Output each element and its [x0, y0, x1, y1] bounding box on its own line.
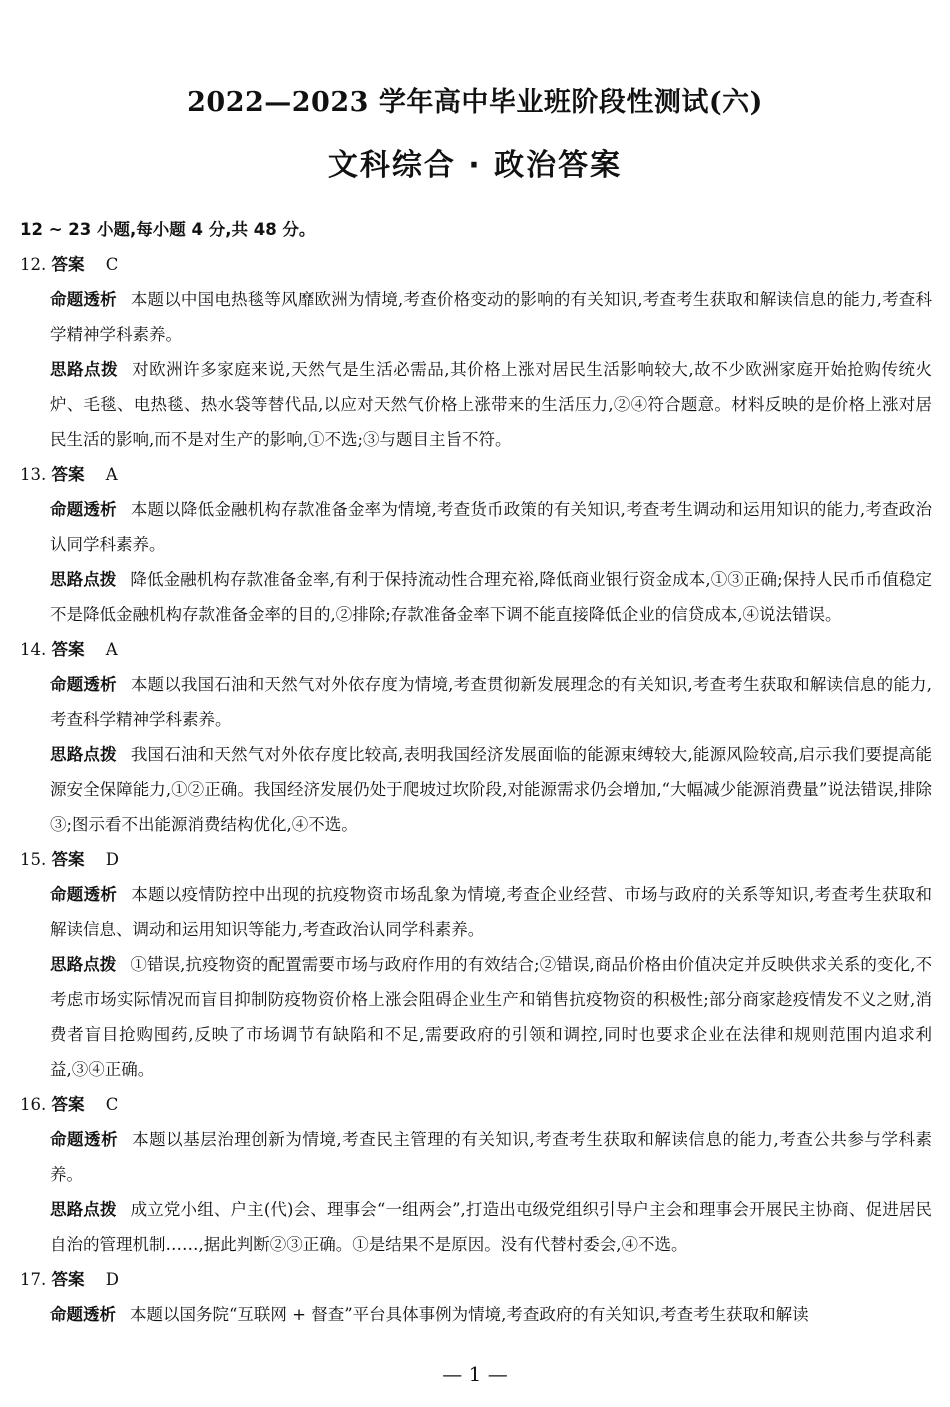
- thinking-text: 我国石油和天然气对外依存度比较高,表明我国经济发展面临的能源束缚较大,能源风险较高,启示我们要提高能源安全保障能力,①②正确。我国经济发展仍处于爬坡过坎阶段,对能源需求仍会增加,“大幅减少能源消费量”说法错误,排除③;图示看不出能源消费结构优化,④不选。: [50, 745, 932, 834]
- analysis-label: 命题透析: [50, 885, 118, 904]
- question-15: [20, 842, 932, 1087]
- question-14: [20, 632, 932, 842]
- answer-label: 答案: [51, 1270, 85, 1289]
- analysis-text: 本题以国务院“互联网 + 督查”平台具体事例为情境,考查政府的有关知识,考查考生获取和解读: [130, 1305, 809, 1324]
- analysis-paragraph: [20, 1297, 932, 1332]
- question-number: 16.: [20, 1095, 47, 1114]
- analysis-label: 命题透析: [50, 1305, 116, 1324]
- thinking-text: 降低金融机构存款准备金率,有利于保持流动性合理充裕,降低商业银行资金成本,①③正确;保持人民币币值稳定不是降低金融机构存款准备金率的目的,②排除;存款准备金率下调不能直接降低企业的信贷成本,④说法错误。: [50, 570, 933, 624]
- answer-content: [20, 212, 932, 1332]
- answer-choice: A: [105, 465, 118, 484]
- analysis-paragraph: [20, 1122, 932, 1192]
- answer-label: 答案: [51, 640, 85, 659]
- analysis-paragraph: [20, 282, 932, 352]
- question-header: [20, 247, 932, 282]
- exam-title: 2022—2023 学年高中毕业班阶段性测试(六): [187, 87, 763, 118]
- analysis-text: 本题以疫情防控中出现的抗疫物资市场乱象为情境,考查企业经营、市场与政府的关系等知识,考查考生获取和解读信息、调动和运用知识等能力,考查政治认同学科素养。: [50, 885, 932, 939]
- thinking-paragraph: [20, 562, 932, 632]
- analysis-text: 本题以中国电热毯等风靡欧洲为情境,考查价格变动的影响的有关知识,考查考生获取和解读信息的能力,考查科学精神学科素养。: [50, 290, 932, 344]
- question-header: [20, 1262, 932, 1297]
- question-header: [20, 1087, 932, 1122]
- thinking-text: 成立党小组、户主(代)会、理事会“一组两会”,打造出屯级党组织引导户主会和理事会开展民主协商、促进居民自治的管理机制……,据此判断②③正确。①是结果不是原因。没有代替村委会,④不选。: [50, 1200, 932, 1254]
- question-number: 14.: [20, 640, 47, 659]
- answer-choice: C: [105, 255, 119, 274]
- thinking-paragraph: [20, 947, 932, 1087]
- analysis-paragraph: [20, 877, 932, 947]
- question-header: [20, 842, 932, 877]
- thinking-label: 思路点拨: [50, 955, 117, 974]
- question-16: [20, 1087, 932, 1262]
- thinking-paragraph: [20, 1192, 932, 1262]
- analysis-label: 命题透析: [50, 675, 117, 694]
- question-17: [20, 1262, 932, 1332]
- question-number: 12.: [20, 255, 47, 274]
- answer-label: 答案: [51, 1095, 85, 1114]
- answer-choice: A: [105, 640, 118, 659]
- answer-choice: D: [105, 1270, 119, 1289]
- analysis-text: 本题以降低金融机构存款准备金率为情境,考查货币政策的有关知识,考查考生调动和运用知识的能力,考查政治认同学科素养。: [50, 500, 932, 554]
- analysis-paragraph: [20, 492, 932, 562]
- thinking-paragraph: [20, 737, 932, 842]
- analysis-text: 本题以基层治理创新为情境,考查民主管理的有关知识,考查考生获取和解读信息的能力,考查公共参与学科素养。: [50, 1130, 932, 1184]
- question-12: [20, 247, 932, 457]
- question-header: [20, 632, 932, 667]
- section-intro: 12 ~ 23 小题,每小题 4 分,共 48 分。: [20, 220, 316, 239]
- question-number: 17.: [20, 1270, 47, 1289]
- question-13: [20, 457, 932, 632]
- analysis-label: 命题透析: [50, 290, 117, 309]
- page-number: — 1 —: [442, 1362, 508, 1386]
- answer-label: 答案: [51, 255, 85, 274]
- answer-label: 答案: [51, 850, 85, 869]
- analysis-paragraph: [20, 667, 932, 737]
- question-number: 13.: [20, 465, 47, 484]
- answer-label: 答案: [51, 465, 85, 484]
- question-header: [20, 457, 932, 492]
- question-number: 15.: [20, 850, 47, 869]
- analysis-text: 本题以我国石油和天然气对外依存度为情境,考查贯彻新发展理念的有关知识,考查考生获取和解读信息的能力,考查科学精神学科素养。: [50, 675, 932, 729]
- thinking-label: 思路点拨: [50, 745, 117, 764]
- analysis-label: 命题透析: [50, 1130, 119, 1149]
- thinking-text: 对欧洲许多家庭来说,天然气是生活必需品,其价格上涨对居民生活影响较大,故不少欧洲家庭开始抢购传统火炉、毛毯、电热毯、热水袋等替代品,以应对天然气价格上涨带来的生活压力,②④符合题意。材料反映的是价格上涨对居民生活的影响,而不是对生产的影响,①不选;③与题目主旨不符。: [50, 360, 932, 449]
- thinking-label: 思路点拨: [50, 1200, 117, 1219]
- thinking-label: 思路点拨: [50, 360, 119, 379]
- exam-subtitle: 文科综合 · 政治答案: [327, 148, 623, 183]
- answer-choice: C: [105, 1095, 119, 1114]
- thinking-text: ①错误,抗疫物资的配置需要市场与政府作用的有效结合;②错误,商品价格由价值决定并反映供求关系的变化,不考虑市场实际情况而盲目抑制防疫物资价格上涨会阻碍企业生产和销售抗疫物资的积极性;部分商家趁疫情发不义之财,消费者盲目抢购囤药,反映了市场调节有缺陷和不足,需要政府的引领和调控,同时也要求企业在法律和规则范围内追求利益,③④正确。: [50, 955, 933, 1079]
- analysis-label: 命题透析: [50, 500, 117, 519]
- thinking-paragraph: [20, 352, 932, 457]
- thinking-label: 思路点拨: [50, 570, 117, 589]
- answer-choice: D: [105, 850, 119, 869]
